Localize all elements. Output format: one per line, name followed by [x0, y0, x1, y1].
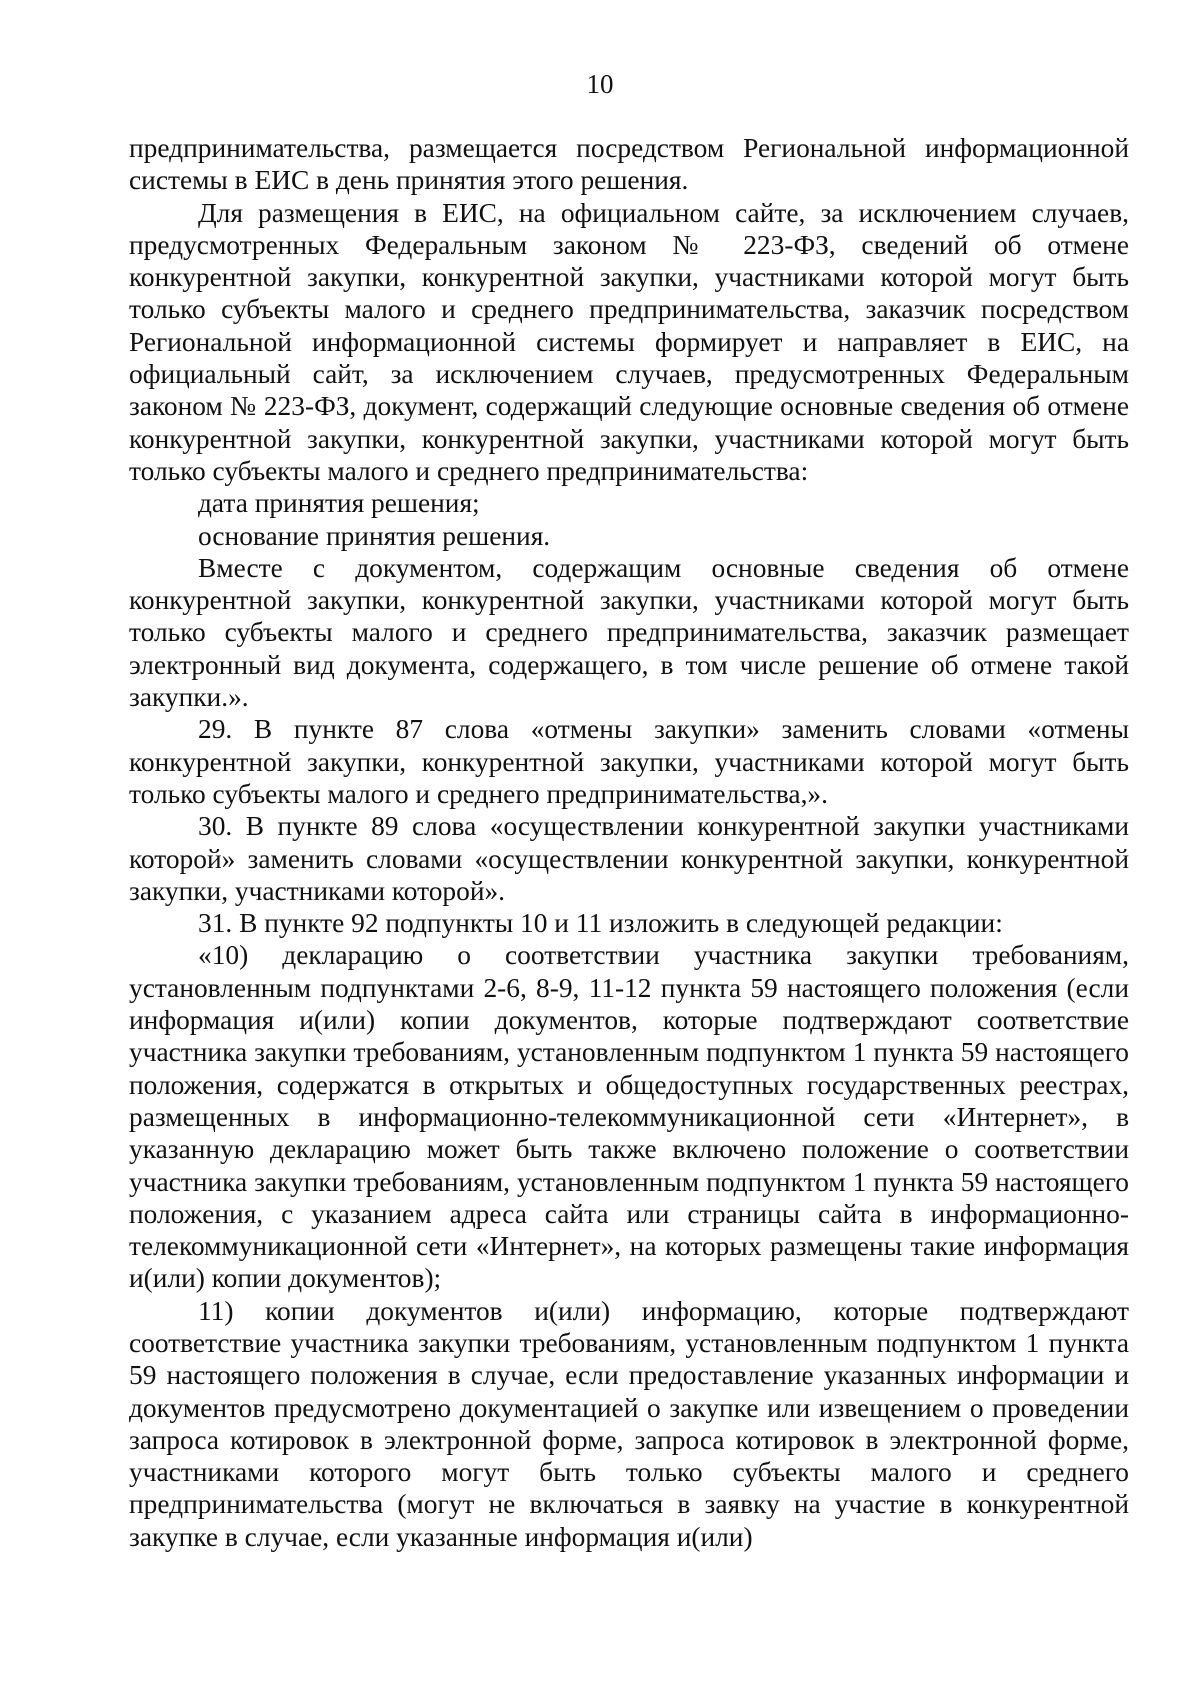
amendment-item-30: 30. В пункте 89 слова «осуществлении конкурентной закупки участниками которой» заменить словами «осуществлении конкурентной закупки, конкурентной закупки, участниками которой».	[129, 811, 1129, 906]
page-number: 10	[586, 69, 614, 99]
document-body	[129, 132, 1129, 1553]
subitem-10: «10) декларацию о соответствии участника закупки требованиям, установленным подпунктами 2-6, 8-9, 11-12 пункта 59 настоящего положения (если информация и(или) копии документов, которые подтверждают соответствие участника закупки требованиям, установленным подпунктом 1 пункта 59 настоящего положения, содержатся в открытых и общедоступных государственных реестрах, размещенных в информационно-телекоммуникационной сети «Интернет», в указанную декларацию может быть также включено положение о соответствии участника закупки требованиям, установленным подпунктом 1 пункта 59 настоящего положения, с указанием адреса сайта или страницы сайта в информационно-телекоммуникационной сети «Интернет», на которых размещены такие информация и(или) копии документов);	[129, 940, 1129, 1294]
subitem-11: 11) копии документов и(или) информацию, которые подтверждают соответствие участника закупки требованиям, установленным подпунктом 1 пункта 59 настоящего положения в случае, если предоставление указанных информации и документов предусмотрено документацией о закупке или извещением о проведении запроса котировок в электронной форме, запроса котировок в электронной форме, участниками которого могут быть только субъекты малого и среднего предпринимательства (могут не включаться в заявку на участие в конкурентной закупке в случае, если указанные информация и(или)	[129, 1295, 1129, 1552]
amendment-item-29: 29. В пункте 87 слова «отмены закупки» заменить словами «отмены конкурентной закупки, конкурентной закупки, участниками которой могут быть только субъекты малого и среднего предпринимательства,».	[129, 714, 1129, 809]
paragraph: Вместе с документом, содержащим основные сведения об отмене конкурентной закупки, конкурентной закупки, участниками которой могут быть только субъекты малого и среднего предпринимательства, заказчик размещает электронный вид документа, содержащего, в том числе решение об отмене такой закупки.».	[129, 552, 1129, 713]
amendment-item-31: 31. В пункте 92 подпункты 10 и 11 изложить в следующей редакции:	[198, 908, 1003, 939]
list-item: дата принятия решения;	[198, 488, 480, 519]
paragraph: Для размещения в ЕИС, на официальном сайте, за исключением случаев, предусмотренных Федеральным законом № 223-ФЗ, сведений об отмене конкурентной закупки, конкурентной закупки, участниками которой могут быть только субъекты малого и среднего предпринимательства, заказчик посредством Региональной информационной системы формирует и направляет в ЕИС, на официальный сайт, за исключением случаев, предусмотренных Федеральным законом № 223-ФЗ, документ, содержащий следующие основные сведения об отмене конкурентной закупки, конкурентной закупки, участниками которой могут быть только субъекты малого и среднего предпринимательства:	[129, 197, 1129, 486]
list-item: основание принятия решения.	[198, 520, 551, 551]
paragraph: предпринимательства, размещается посредством Региональной информационной системы в ЕИС в день принятия этого решения.	[129, 133, 1129, 196]
